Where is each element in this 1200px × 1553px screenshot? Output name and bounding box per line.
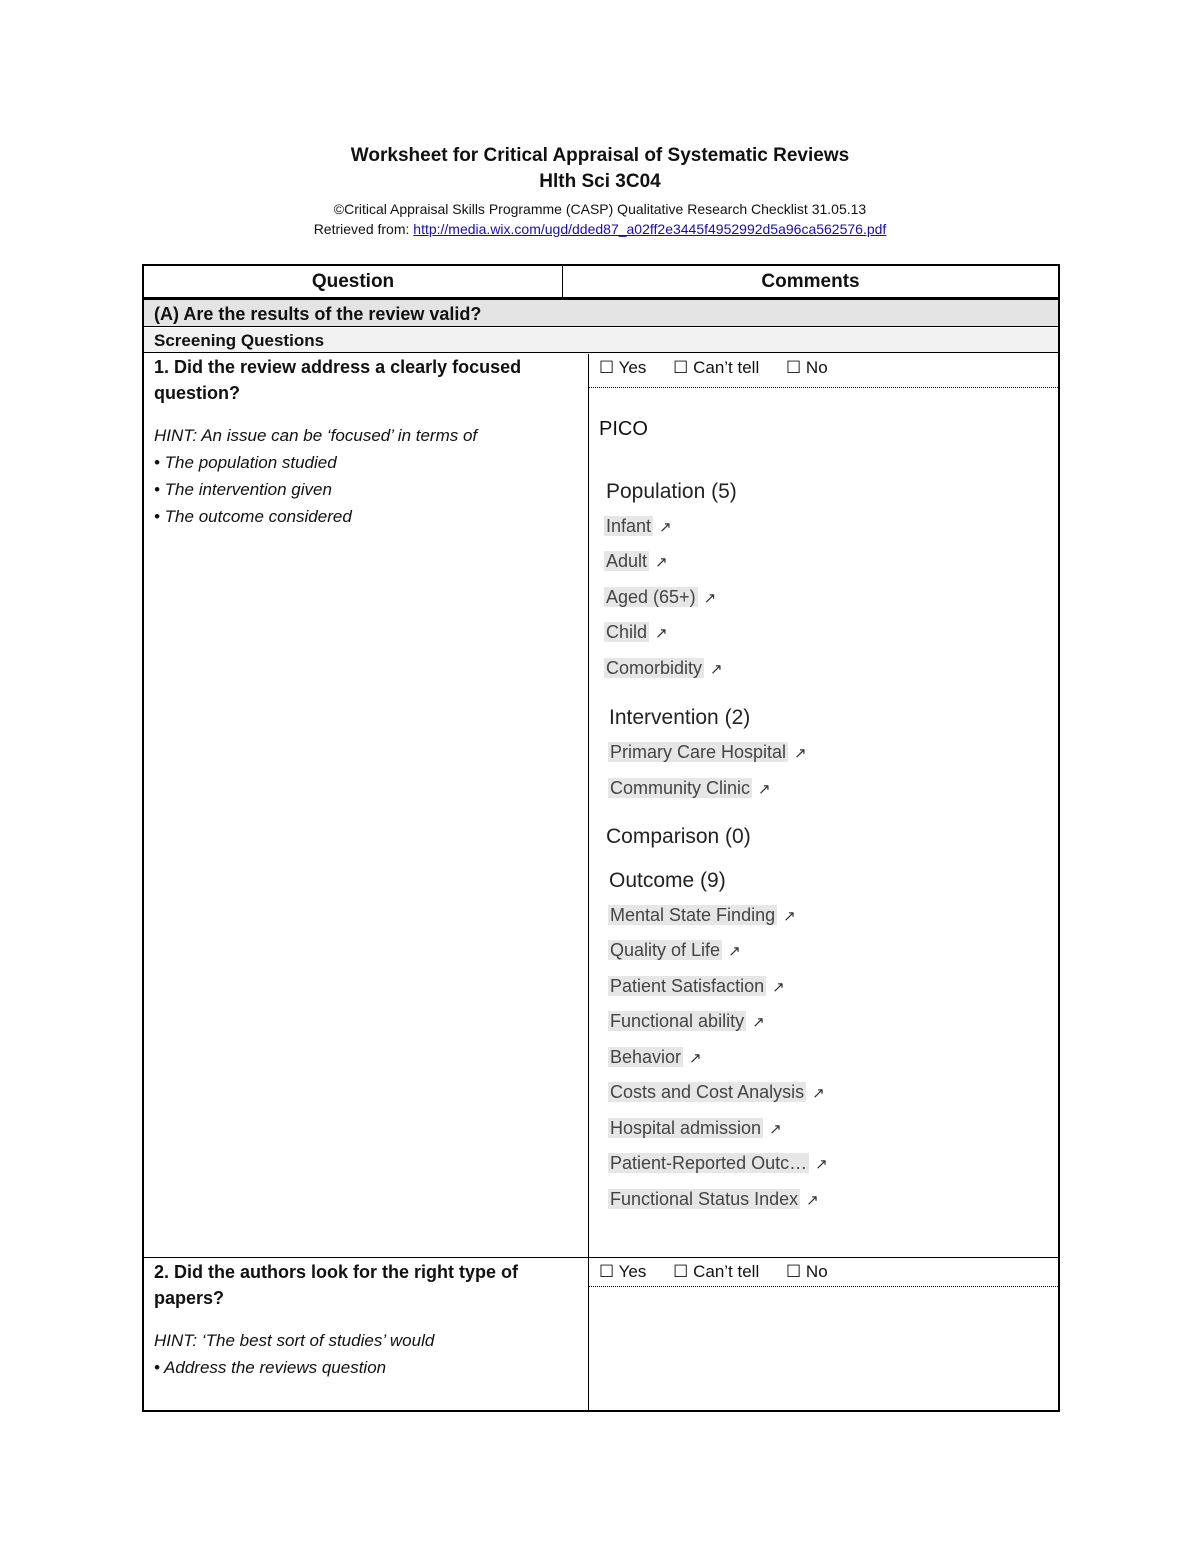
outcome-tag[interactable] [608, 937, 741, 965]
question-2-text: 2. Did the authors look for the right type of papers? [154, 1262, 519, 1308]
external-link-icon[interactable]: ↗ [703, 590, 717, 607]
outcome-tag[interactable] [608, 1079, 825, 1107]
yes-checkbox[interactable]: ☐ Yes [599, 1262, 647, 1281]
population-tag[interactable] [604, 655, 723, 683]
external-link-icon[interactable]: ↗ [655, 554, 668, 571]
question-2-options [599, 1261, 1059, 1283]
section-a-heading: (A) Are the results of the review valid? [144, 300, 1058, 327]
external-link-icon[interactable]: ↗ [812, 1085, 825, 1102]
external-link-icon[interactable]: ↗ [659, 519, 672, 536]
question-1-text: 1. Did the review address a clearly focused question? [154, 357, 522, 403]
external-link-icon[interactable]: ↗ [655, 625, 668, 642]
tag-label: Behavior [610, 1047, 682, 1067]
hint-item: • The outcome considered [154, 507, 352, 526]
question-1 [154, 354, 574, 530]
external-link-icon[interactable]: ↗ [710, 661, 723, 678]
retrieved-prefix: Retrieved from: [313, 221, 414, 237]
outcome-heading: Outcome (9) [609, 869, 726, 892]
comparison-heading: Comparison (0) [606, 825, 751, 848]
screening-questions-heading: Screening Questions [144, 328, 1058, 353]
external-link-icon[interactable]: ↗ [758, 781, 771, 798]
external-link-icon[interactable]: ↗ [769, 1121, 782, 1138]
course-code: Hlth Sci 3C04 [539, 171, 661, 192]
tag-label: Community Clinic [610, 778, 751, 798]
cant-tell-checkbox[interactable]: ☐ Can’t tell [673, 358, 760, 377]
outcome-tag[interactable] [608, 1115, 782, 1143]
outcome-tag[interactable] [608, 1044, 702, 1072]
tag-label: Comorbidity [606, 658, 703, 678]
appraisal-table [142, 264, 1060, 1412]
outcome-tag[interactable] [608, 1186, 819, 1214]
hint-item: • The population studied [154, 453, 337, 472]
intervention-heading: Intervention (2) [609, 706, 751, 729]
hint-item: • Address the reviews question [154, 1358, 387, 1377]
external-link-icon[interactable]: ↗ [806, 1192, 819, 1209]
column-divider [588, 354, 589, 1410]
tag-label: Primary Care Hospital [610, 742, 787, 762]
population-tag[interactable] [604, 584, 716, 612]
external-link-icon[interactable]: ↗ [783, 908, 796, 925]
outcome-tag[interactable] [608, 1008, 765, 1036]
external-link-icon[interactable]: ↗ [815, 1156, 828, 1173]
tag-label: Functional ability [610, 1011, 745, 1031]
tag-label: Mental State Finding [610, 905, 776, 925]
document-title: Worksheet for Critical Appraisal of Systematic Reviews [350, 145, 850, 166]
hint-intro: HINT: ‘The best sort of studies’ would [154, 1331, 435, 1350]
population-tag[interactable] [604, 513, 672, 541]
tag-label: Patient Satisfaction [610, 976, 765, 996]
tag-label: Hospital admission [610, 1118, 762, 1138]
yes-checkbox[interactable]: ☐ Yes [599, 358, 647, 377]
retrieved-line [0, 219, 1200, 239]
table-header-row [144, 266, 1058, 300]
external-link-icon[interactable]: ↗ [689, 1050, 702, 1067]
tag-label: Adult [606, 551, 648, 571]
tag-label: Aged (65+) [606, 587, 696, 607]
external-link-icon[interactable]: ↗ [772, 979, 785, 996]
external-link-icon[interactable]: ↗ [794, 745, 807, 762]
source-link[interactable]: http://media.wix.com/ugd/dded87_a02ff2e3445f4952992d5a96ca562576.pdf [413, 221, 887, 237]
outcome-tag[interactable] [608, 902, 796, 930]
tag-label: Quality of Life [610, 940, 721, 960]
copyright-line: ©Critical Appraisal Skills Programme (CASP) Qualitative Research Checklist 31.05.13 [333, 201, 867, 217]
tag-label: Patient-Reported Outc… [610, 1153, 808, 1173]
outcome-tag[interactable] [608, 1150, 828, 1178]
document-header [0, 143, 1200, 239]
intervention-tag[interactable] [608, 739, 807, 767]
comments-column-header: Comments [761, 271, 860, 292]
tag-label: Infant [606, 516, 652, 536]
question-1-hint [154, 422, 574, 530]
cant-tell-checkbox[interactable]: ☐ Can’t tell [673, 1262, 760, 1281]
hint-intro: HINT: An issue can be ‘focused’ in terms of [154, 426, 478, 445]
external-link-icon[interactable]: ↗ [752, 1014, 765, 1031]
population-heading: Population (5) [606, 480, 737, 503]
question-column-header: Question [144, 266, 563, 297]
options-divider [589, 387, 1058, 388]
options-divider [589, 1286, 1058, 1287]
external-link-icon[interactable]: ↗ [728, 943, 741, 960]
question-2-hint [154, 1327, 574, 1381]
no-checkbox[interactable]: ☐ No [785, 1262, 828, 1281]
outcome-tag[interactable] [608, 973, 785, 1001]
tag-label: Functional Status Index [610, 1189, 799, 1209]
hint-item: • The intervention given [154, 480, 332, 499]
intervention-tag[interactable] [608, 775, 771, 803]
population-tag[interactable] [604, 619, 668, 647]
pico-heading: PICO [599, 418, 648, 440]
tag-label: Child [606, 622, 648, 642]
row-divider [144, 1257, 1058, 1258]
tag-label: Costs and Cost Analysis [610, 1082, 805, 1102]
population-tag[interactable] [604, 548, 668, 576]
question-1-options [599, 357, 1059, 379]
question-2 [154, 1259, 574, 1381]
no-checkbox[interactable]: ☐ No [785, 358, 828, 377]
